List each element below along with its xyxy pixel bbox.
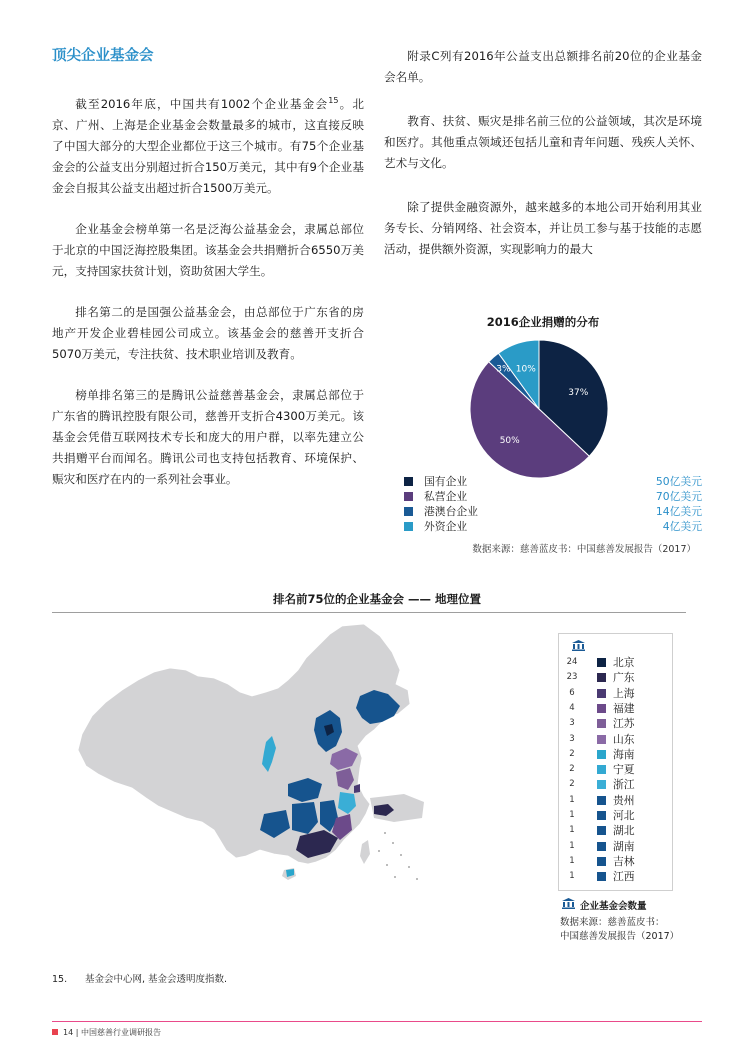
pie-chart-source: 数据来源：慈善蓝皮书：中国慈善发展报告（2017） [472, 544, 696, 555]
foundation-count: 2 [569, 779, 575, 790]
region-name: 贵州 [613, 793, 635, 807]
pie-data-label-2: 3% [496, 364, 511, 375]
region-name: 海南 [613, 747, 635, 761]
map-legend-item [560, 808, 670, 824]
china-land [78, 624, 410, 864]
paragraph-resources: 除了提供金融资源外，越来越多的本地公司开始利用其业务专长、分销网络、社会资本，并让员工参与基于技能的志愿活动，提供额外资源，实现影响力的最大 [384, 200, 702, 256]
pie-data-label-1: 50% [499, 436, 520, 447]
foundation-count: 1 [569, 810, 575, 820]
map-legend-item [560, 686, 670, 702]
footnote-ref[interactable]: 15 [328, 96, 339, 106]
map-legend-item [560, 869, 670, 885]
legend-swatch [597, 872, 606, 881]
map-legend-item [560, 732, 670, 748]
footnote-text: 基金会中心网, 基金会透明度指数. [85, 974, 228, 985]
page-footer [52, 1027, 161, 1038]
map-legend-item [560, 793, 670, 809]
pie-legend-item [404, 519, 702, 533]
map-source-line-1: 数据来源：慈善蓝皮书： [560, 917, 665, 928]
legend-swatch [597, 658, 606, 667]
legend-swatch [597, 780, 606, 789]
legend-swatch [597, 750, 606, 759]
legend-value: 50亿美元 [655, 475, 702, 488]
china-map [74, 618, 434, 893]
foundation-count: 1 [569, 871, 575, 882]
map-legend-item [560, 670, 670, 686]
foundation-count: 1 [569, 855, 575, 866]
report-title: 中国慈善行业调研报告 [80, 1028, 161, 1037]
left-column [52, 94, 364, 510]
foundation-count: 1 [569, 794, 575, 805]
footer-divider [52, 1021, 702, 1022]
legend-value: 14亿美元 [655, 505, 702, 518]
legend-value: 70亿美元 [655, 490, 702, 503]
foundation-count: 2 [569, 764, 575, 775]
paragraph-appendix: 附录C列有2016年公益支出总额排名前20位的企业基金会名单。 [384, 49, 702, 84]
map-legend-item [560, 854, 670, 870]
region-name: 山东 [613, 732, 635, 746]
pie-legend-item [404, 504, 702, 518]
map-legend-item [560, 823, 670, 839]
map-legend-item [560, 747, 670, 763]
foundation-count: 23 [566, 672, 578, 683]
paragraph-1: 截至2016年底，中国共有1002个企业基金会$^{15}$。北京、广州、上海是企业基金会数量最多的城市，这直接反映了中国大部分的大型企业都位于这三个城市。有75个企业基金会的公益支出分别超过折合150万美元，其中有9个企业基金会自报其公益支出超过折合1500万美元。 [52, 96, 364, 195]
footer-separator: | [75, 1028, 79, 1037]
region-name: 湖北 [613, 824, 635, 838]
region-name: 上海 [613, 686, 635, 700]
region-name: 吉林 [613, 854, 635, 868]
legend-swatch [404, 492, 413, 501]
region-name: 福建 [613, 701, 635, 715]
foundation-count: 4 [569, 702, 575, 713]
bank-icon [572, 640, 585, 651]
region-name: 河北 [613, 809, 635, 822]
legend-label: 国有企业 [424, 475, 468, 488]
map-legend-item [560, 655, 670, 671]
legend-label: 港澳台企业 [424, 505, 478, 518]
legend-swatch [597, 765, 606, 774]
bank-icon [562, 898, 575, 909]
foundation-count: 24 [566, 657, 578, 667]
region-name: 广东 [613, 671, 635, 685]
map-legend-item [560, 839, 670, 855]
region-name: 江西 [613, 870, 635, 884]
region-name: 浙江 [613, 778, 635, 792]
paragraph-2: 企业基金会榜单第一名是泛海公益基金会，隶属总部位于北京的中国泛海控股集团。该基金会共捐赠折合6550万美元，支持国家扶贫计划，资助贫困大学生。 [52, 222, 364, 278]
legend-swatch [404, 477, 413, 486]
legend-swatch [597, 704, 606, 713]
region-name: 江苏 [613, 717, 635, 731]
map-legend-item [560, 777, 670, 793]
foundation-count: 1 [569, 825, 575, 836]
map-legend-item [560, 716, 670, 732]
region-name: 湖南 [613, 839, 635, 853]
legend-label: 私营企业 [424, 490, 468, 503]
footnote-number: 15. [52, 974, 68, 985]
legend-swatch [597, 735, 606, 744]
map-caption: 企业基金会数量 [580, 901, 647, 912]
foundation-count: 3 [569, 718, 575, 729]
pie-legend-item [404, 489, 702, 503]
map-source-line-2: 中国慈善发展报告（2017） [560, 931, 680, 942]
legend-swatch [597, 826, 606, 835]
map-title-divider [52, 612, 686, 613]
region-name: 北京 [613, 656, 635, 669]
foundation-count: 6 [569, 687, 575, 698]
legend-swatch [404, 507, 413, 516]
legend-swatch [597, 842, 606, 851]
pie-legend-item [404, 474, 702, 488]
section-title: 顶尖企业基金会 [52, 48, 154, 64]
legend-swatch [597, 857, 606, 866]
foundation-count: 1 [569, 840, 575, 851]
map-legend-item [560, 701, 670, 717]
legend-swatch [597, 796, 606, 805]
map-title: 排名前75位的企业基金会 —— 地理位置 [272, 592, 481, 606]
map-source [560, 916, 679, 944]
footer-marker [52, 1029, 58, 1035]
region-name: 宁夏 [613, 763, 635, 777]
pie-chart-title: 2016企业捐赠的分布 [486, 315, 600, 329]
legend-label: 外资企业 [424, 520, 468, 533]
legend-swatch [597, 673, 606, 682]
right-column [384, 46, 702, 283]
legend-swatch [404, 522, 413, 531]
footnote [52, 971, 227, 985]
map-legend-item [560, 762, 670, 778]
page-number: 14 [63, 1028, 74, 1037]
paragraph-3: 排名第二的是国强公益基金会，由总部位于广东省的房地产开发企业碧桂园公司成立。该基金会的慈善开支折合5070万美元，专注扶贫、技术职业培训及教育。 [52, 305, 364, 361]
taiwan-land [360, 840, 370, 864]
pie-data-label-3: 10% [515, 364, 536, 375]
legend-swatch [597, 689, 606, 698]
foundation-count: 3 [569, 733, 575, 744]
paragraph-focus-areas: 教育、扶贫、赈灾是排名前三位的公益领域，其次是环境和医疗。其他重点领域还包括儿童和青年问题、残疾人关怀、艺术与文化。 [384, 114, 702, 170]
legend-value: 4亿美元 [662, 520, 702, 533]
pie-chart [468, 338, 610, 480]
foundation-count: 2 [569, 748, 575, 759]
legend-swatch [597, 719, 606, 728]
pie-data-label-0: 37% [568, 388, 589, 399]
legend-swatch [597, 811, 606, 820]
paragraph-4: 榜单排名第三的是腾讯公益慈善基金会，隶属总部位于广东省的腾讯控股有限公司，慈善开支折合4300万美元。该基金会凭借互联网技术专长和庞大的用户群，以率先建立公共捐赠平台而闻名。腾讯公司也支持包括教育、环境保护、赈灾和医疗在内的一系列社会事业。 [52, 388, 364, 486]
south-china-sea-islands [378, 832, 418, 880]
